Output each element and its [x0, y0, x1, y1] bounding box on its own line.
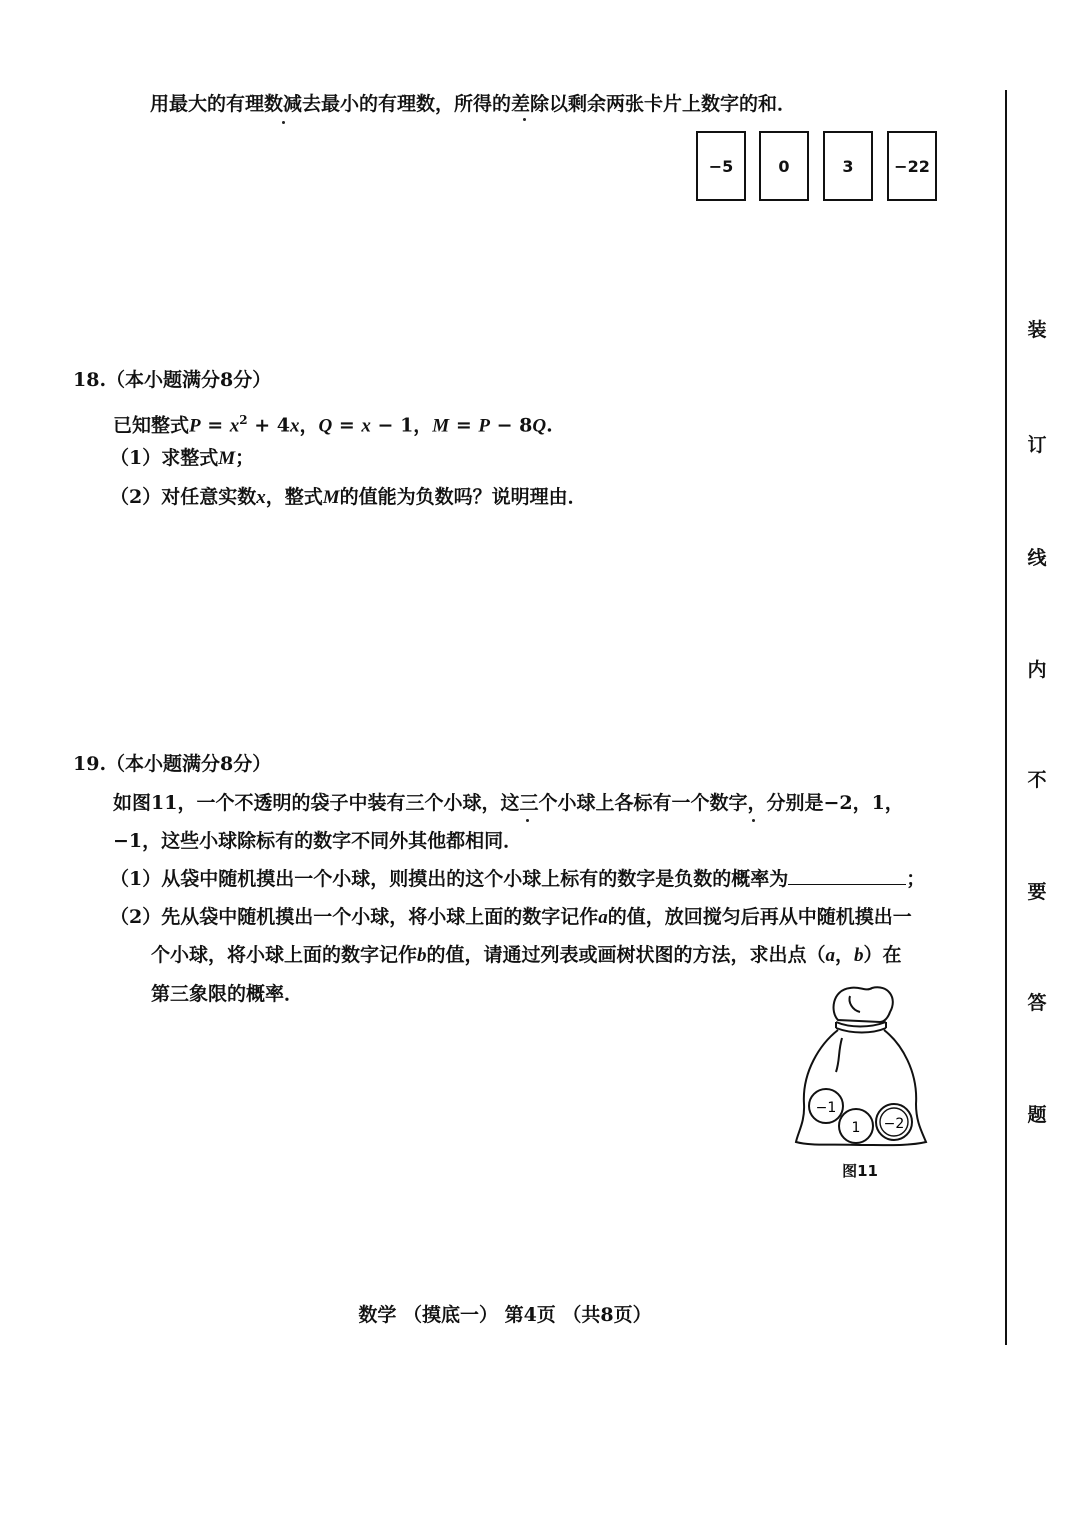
ball-label: 1: [851, 1120, 861, 1136]
figure-caption: 图11: [842, 1162, 878, 1180]
q19-stem-line2: −1，这些小球除标有的数字不同外其他都相同．: [113, 830, 523, 852]
q19-header: 19.（本小题满分8分）: [73, 753, 272, 775]
emphasis-dot: [752, 819, 755, 822]
intro-text: 用最大的有理数减去最小的有理数，所得的差除以剩余两张卡片上数字的和．: [150, 93, 797, 115]
q19-stem-line1: 如图11，一个不透明的袋子中装有三个小球，这三个小球上各标有一个数字，分别是−2，1，: [113, 792, 904, 814]
emphasis-dot: [282, 121, 285, 124]
emphasis-dot: [526, 819, 529, 822]
binding-char: 订: [1027, 434, 1047, 456]
binding-char: 要: [1027, 881, 1047, 903]
answer-blank[interactable]: [788, 866, 906, 885]
bag-figure: [790, 982, 930, 1157]
q18-stem: 已知整式$P = x^2 + 4x$，Q = x − 1，M = P − 8Q.: [113, 413, 553, 437]
q19-part2-line2: 个小球，将小球上面的数字记作b的值，请通过列表或画树状图的方法，求出点（a，b）在: [151, 944, 902, 966]
number-card: −22: [887, 131, 937, 201]
ball-label: −2: [883, 1116, 905, 1132]
binding-char: 答: [1027, 992, 1047, 1014]
q18-part2: （2）对任意实数x，整式M的值能为负数吗？说明理由．: [110, 486, 587, 508]
q19-part1: （1）从袋中随机摸出一个小球，则摸出的这个小球上标有的数字是负数的概率为 ；: [110, 868, 926, 890]
binding-char: 装: [1027, 319, 1047, 341]
binding-char: 线: [1027, 547, 1047, 569]
number-card: 0: [759, 131, 809, 201]
q19-part2-line3: 第三象限的概率．: [151, 983, 304, 1005]
number-card: 3: [823, 131, 873, 201]
q18-header: 18.（本小题满分8分）: [73, 369, 272, 391]
q19-part2-line1: （2）先从袋中随机摸出一个小球，将小球上面的数字记作a的值，放回搅匀后再从中随机摸出一: [110, 906, 912, 928]
number-card: −5: [696, 131, 746, 201]
emphasis-dot: [523, 118, 526, 121]
binding-char: 不: [1027, 769, 1047, 791]
binding-line: [1005, 90, 1007, 1345]
page-footer: 数学 （摸底一） 第4页 （共8页）: [358, 1304, 652, 1326]
ball-label: −1: [815, 1100, 837, 1116]
binding-char: 内: [1027, 659, 1047, 681]
binding-char: 题: [1027, 1104, 1047, 1126]
bag-balls: [809, 1089, 912, 1143]
q18-part1: （1）求整式M；: [110, 447, 255, 469]
